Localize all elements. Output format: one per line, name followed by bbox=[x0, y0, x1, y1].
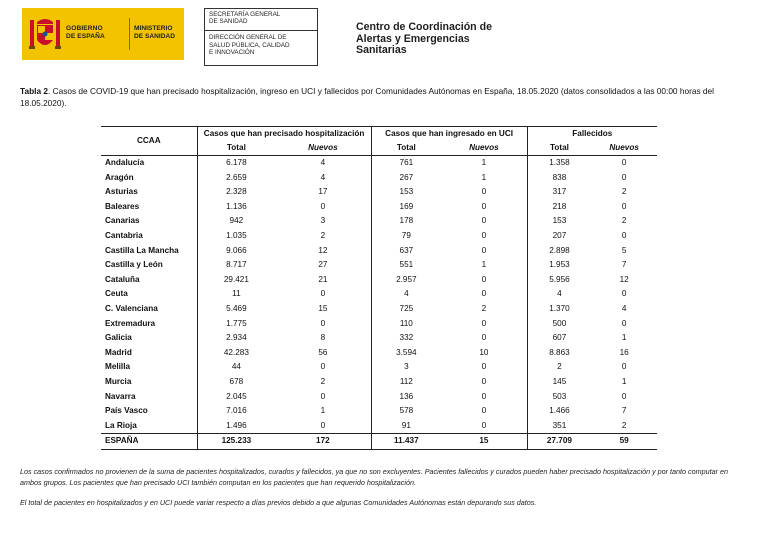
cell-ccaa: Melilla bbox=[105, 362, 131, 372]
cell-fall-new: 0 bbox=[621, 391, 627, 401]
cell-ccaa: Madrid bbox=[105, 347, 132, 357]
gobierno-text bbox=[66, 25, 105, 41]
cell-hosp-new: 3 bbox=[320, 216, 326, 226]
cell-hosp-new: 0 bbox=[320, 362, 326, 372]
cell-hosp-new: 56 bbox=[318, 347, 328, 357]
cell-hosp-new: 0 bbox=[320, 391, 326, 401]
cell-uci-new: 0 bbox=[481, 420, 487, 430]
cell-uci-total: 267 bbox=[371, 171, 441, 186]
uci-new-header: Nuevos bbox=[441, 141, 527, 156]
cell-uci-new: 2 bbox=[481, 303, 487, 313]
cell-uci-total: 578 bbox=[371, 404, 441, 419]
ministerio-text bbox=[134, 25, 175, 41]
cell-hosp-total: 1.496 bbox=[197, 419, 275, 434]
cell-fall-new: 4 bbox=[621, 303, 627, 313]
cell-hosp-total: 44 bbox=[197, 360, 275, 375]
cell-hosp-total: 8.717 bbox=[197, 258, 275, 273]
table-row bbox=[101, 244, 657, 259]
cell-fall-total: 145 bbox=[527, 375, 591, 390]
footnote-1: Los casos confirmados no provienen de la suma de pacientes hospitalizados, curados y fallecidos, ya que no son excluyentes. Pacientes fallecidos y curados pueden haber precisado hospitalización y por tanto computar en ambos grupos. Los pacientes que han precisado UCI también computan en los pacientes que han requerido hospitalización. bbox=[20, 467, 728, 487]
sec-top-line-1: SECRETARÍA GENERAL bbox=[209, 11, 281, 18]
cell-fall-new: 0 bbox=[621, 158, 627, 167]
cell-uci-new: 0 bbox=[481, 406, 487, 416]
table-row bbox=[101, 258, 657, 273]
cell-uci-total: 3 bbox=[371, 360, 441, 375]
cell-hosp-new: 2 bbox=[320, 376, 326, 386]
gobierno-logo bbox=[22, 8, 184, 60]
cell-fall-new: 0 bbox=[621, 172, 627, 182]
cell-uci-total: 112 bbox=[371, 375, 441, 390]
cell-fall-total: 317 bbox=[527, 185, 591, 200]
covid-table-wrapper bbox=[101, 126, 657, 450]
secretaria-divider bbox=[205, 30, 317, 31]
cell-uci-total: 3.594 bbox=[371, 346, 441, 361]
cell-uci-new: 10 bbox=[479, 347, 489, 357]
direccion-label bbox=[209, 34, 315, 57]
cell-ccaa: Castilla La Mancha bbox=[105, 245, 179, 255]
table-row bbox=[101, 360, 657, 375]
cell-ccaa: Murcia bbox=[105, 376, 132, 386]
coat-of-arms-icon bbox=[28, 14, 62, 54]
cell-fall-new: 0 bbox=[621, 318, 627, 328]
cell-fall-new: 2 bbox=[621, 420, 627, 430]
cell-hosp-new: 27 bbox=[318, 260, 328, 270]
cell-fall-total: 2 bbox=[527, 360, 591, 375]
cell-uci-new: 1 bbox=[481, 158, 487, 167]
table-row bbox=[101, 419, 657, 434]
cell-hosp-new: 2 bbox=[320, 230, 326, 240]
caption-label: Tabla 2 bbox=[20, 86, 48, 96]
cell-fall-new: 2 bbox=[621, 216, 627, 226]
table-row bbox=[101, 229, 657, 244]
cell-fall-new: 0 bbox=[621, 201, 627, 211]
cell-hosp-new: 0 bbox=[320, 201, 326, 211]
cell-ccaa: Cataluña bbox=[105, 274, 140, 284]
cell-fall-total: 838 bbox=[527, 171, 591, 186]
cell-hosp-new: 21 bbox=[318, 274, 328, 284]
cell-uci-total: 725 bbox=[371, 302, 441, 317]
table-caption bbox=[20, 85, 750, 109]
table-row bbox=[101, 390, 657, 405]
table-row bbox=[101, 346, 657, 361]
cell-hosp-total: 1.775 bbox=[197, 317, 275, 332]
table-row bbox=[101, 200, 657, 215]
cell-ccaa: Castilla y León bbox=[105, 260, 163, 270]
table-header-row-1 bbox=[101, 127, 657, 142]
cell-fall-new: 0 bbox=[621, 289, 627, 299]
cell-fall-total: 218 bbox=[527, 200, 591, 215]
cell-hosp-total: 678 bbox=[197, 375, 275, 390]
cell-uci-new: 15 bbox=[441, 434, 527, 450]
cell-uci-new: 1 bbox=[481, 260, 487, 270]
cell-hosp-total: 2.045 bbox=[197, 390, 275, 405]
secretaria-box bbox=[204, 8, 318, 66]
cell-ccaa: Extremadura bbox=[105, 318, 156, 328]
cell-hosp-total: 5.469 bbox=[197, 302, 275, 317]
table-row bbox=[101, 287, 657, 302]
ccaa-header: CCAA bbox=[101, 127, 197, 156]
table-row bbox=[101, 156, 657, 171]
cell-ccaa: Ceuta bbox=[105, 289, 128, 299]
ccaes-line-2: Alertas y Emergencias bbox=[356, 32, 470, 45]
footnotes bbox=[20, 466, 750, 517]
cell-fall-total: 2.898 bbox=[527, 244, 591, 259]
cell-hosp-total: 9.066 bbox=[197, 244, 275, 259]
gov-line-2: DE ESPAÑA bbox=[66, 33, 105, 40]
ccaes-line-1: Centro de Coordinación de bbox=[356, 21, 492, 33]
page-header bbox=[0, 0, 764, 78]
ccaes-title bbox=[356, 22, 492, 57]
sec-top-line-2: DE SANIDAD bbox=[209, 18, 248, 26]
cell-uci-total: 110 bbox=[371, 317, 441, 332]
cell-ccaa: Baleares bbox=[105, 201, 140, 211]
cell-hosp-total: 2.328 bbox=[197, 185, 275, 200]
cell-ccaa: Aragón bbox=[105, 172, 134, 182]
cell-uci-new: 1 bbox=[481, 172, 487, 182]
cell-ccaa: La Rioja bbox=[105, 420, 137, 430]
cell-fall-total: 503 bbox=[527, 390, 591, 405]
cell-uci-total: 11.437 bbox=[371, 434, 441, 450]
cell-fall-new: 12 bbox=[619, 274, 629, 284]
cell-uci-total: 153 bbox=[371, 185, 441, 200]
cell-hosp-total: 11 bbox=[197, 287, 275, 302]
cell-hosp-total: 42.283 bbox=[197, 346, 275, 361]
cell-fall-new: 2 bbox=[621, 187, 627, 197]
cell-uci-new: 0 bbox=[481, 230, 487, 240]
cell-hosp-total: 7.016 bbox=[197, 404, 275, 419]
cell-fall-total: 1.953 bbox=[527, 258, 591, 273]
cell-hosp-new: 4 bbox=[320, 172, 326, 182]
cell-hosp-new: 8 bbox=[320, 333, 326, 343]
uci-total-header: Total bbox=[371, 141, 441, 156]
cell-uci-total: 637 bbox=[371, 244, 441, 259]
cell-uci-total: 136 bbox=[371, 390, 441, 405]
group-hosp-header: Casos que han precisado hospitalización bbox=[197, 127, 371, 142]
table-row bbox=[101, 214, 657, 229]
cell-ccaa: C. Valenciana bbox=[105, 303, 158, 313]
cell-uci-total: 4 bbox=[371, 287, 441, 302]
group-uci-header: Casos que han ingresado en UCI bbox=[371, 127, 527, 142]
cell-hosp-total: 2.934 bbox=[197, 331, 275, 346]
fall-new-header: Nuevos bbox=[591, 141, 657, 156]
table-row bbox=[101, 375, 657, 390]
sec-bot-line-3: E INNOVACIÓN bbox=[209, 49, 255, 57]
cell-fall-total: 500 bbox=[527, 317, 591, 332]
cell-fall-new: 7 bbox=[621, 260, 627, 270]
cell-uci-new: 0 bbox=[481, 201, 487, 211]
cell-fall-new: 7 bbox=[621, 406, 627, 416]
sec-bot-line-2: SALUD PÚBLICA, CALIDAD bbox=[209, 41, 290, 49]
table-row bbox=[101, 185, 657, 200]
cell-uci-new: 0 bbox=[481, 333, 487, 343]
cell-ccaa: Navarra bbox=[105, 391, 136, 401]
cell-fall-total: 5.956 bbox=[527, 273, 591, 288]
cell-hosp-total: 6.178 bbox=[197, 156, 275, 171]
cell-uci-new: 0 bbox=[481, 289, 487, 299]
cell-hosp-total: 1.136 bbox=[197, 200, 275, 215]
cell-hosp-total: 29.421 bbox=[197, 273, 275, 288]
cell-fall-new: 59 bbox=[591, 434, 657, 450]
hosp-new-header: Nuevos bbox=[275, 141, 371, 156]
cell-uci-new: 0 bbox=[481, 318, 487, 328]
cell-fall-new: 0 bbox=[621, 362, 627, 372]
cell-uci-total: 169 bbox=[371, 200, 441, 215]
cell-ccaa: Asturias bbox=[105, 187, 138, 197]
cell-uci-new: 0 bbox=[481, 187, 487, 197]
cell-hosp-new: 0 bbox=[320, 420, 326, 430]
fall-total-header: Total bbox=[527, 141, 591, 156]
cell-uci-new: 0 bbox=[481, 362, 487, 372]
cell-fall-new: 16 bbox=[619, 347, 629, 357]
cell-hosp-new: 4 bbox=[320, 158, 326, 167]
cell-fall-new: 1 bbox=[621, 333, 627, 343]
cell-uci-total: 332 bbox=[371, 331, 441, 346]
table-row bbox=[101, 404, 657, 419]
cell-uci-new: 0 bbox=[481, 376, 487, 386]
cell-fall-total: 27.709 bbox=[527, 434, 591, 450]
cell-fall-new: 1 bbox=[621, 376, 627, 386]
table-body bbox=[101, 156, 657, 434]
cell-uci-total: 79 bbox=[371, 229, 441, 244]
cell-fall-total: 1.466 bbox=[527, 404, 591, 419]
cell-ccaa: Andalucía bbox=[105, 158, 145, 167]
covid-table bbox=[101, 126, 657, 450]
cell-hosp-total: 1.035 bbox=[197, 229, 275, 244]
cell-uci-new: 0 bbox=[481, 245, 487, 255]
sec-bot-line-1: DIRECCIÓN GENERAL DE bbox=[209, 34, 287, 41]
gov-line-1: GOBIERNO bbox=[66, 25, 103, 32]
cell-hosp-new: 12 bbox=[318, 245, 328, 255]
cell-hosp-new: 172 bbox=[275, 434, 371, 450]
cell-uci-total: 551 bbox=[371, 258, 441, 273]
cell-hosp-new: 0 bbox=[320, 318, 326, 328]
cell-hosp-new: 17 bbox=[318, 187, 328, 197]
cell-fall-total: 607 bbox=[527, 331, 591, 346]
cell-hosp-total: 2.659 bbox=[197, 171, 275, 186]
group-fall-header: Fallecidos bbox=[527, 127, 657, 142]
cell-ccaa: ESPAÑA bbox=[101, 434, 197, 450]
cell-ccaa: Canarias bbox=[105, 216, 140, 226]
secretaria-label bbox=[209, 11, 314, 26]
cell-uci-total: 91 bbox=[371, 419, 441, 434]
cell-hosp-total: 125.233 bbox=[197, 434, 275, 450]
cell-fall-total: 1.358 bbox=[527, 156, 591, 171]
cell-uci-total: 2.957 bbox=[371, 273, 441, 288]
table-row bbox=[101, 302, 657, 317]
table-row bbox=[101, 171, 657, 186]
table-row bbox=[101, 331, 657, 346]
cell-hosp-new: 1 bbox=[320, 406, 326, 416]
logo-divider bbox=[129, 18, 130, 50]
cell-uci-total: 761 bbox=[371, 156, 441, 171]
cell-fall-total: 8.863 bbox=[527, 346, 591, 361]
cell-uci-new: 0 bbox=[481, 216, 487, 226]
cell-uci-total: 178 bbox=[371, 214, 441, 229]
cell-ccaa: Cantabria bbox=[105, 230, 143, 240]
table-row bbox=[101, 273, 657, 288]
hosp-total-header: Total bbox=[197, 141, 275, 156]
ccaes-line-3: Sanitarias bbox=[356, 44, 407, 57]
cell-hosp-new: 15 bbox=[318, 303, 328, 313]
cell-hosp-new: 0 bbox=[320, 289, 326, 299]
cell-fall-total: 1.370 bbox=[527, 302, 591, 317]
min-line-2: DE SANIDAD bbox=[134, 33, 176, 40]
footnote-2: El total de pacientes en hospitalizados y en UCI puede variar respecto a días previos debido a que algunas Comunidades Autónomas están depurando sus datos. bbox=[20, 498, 537, 507]
table-row bbox=[101, 317, 657, 332]
cell-fall-total: 351 bbox=[527, 419, 591, 434]
cell-uci-new: 0 bbox=[481, 274, 487, 284]
cell-fall-new: 5 bbox=[621, 245, 627, 255]
total-row bbox=[101, 434, 657, 450]
cell-hosp-total: 942 bbox=[197, 214, 275, 229]
cell-fall-total: 153 bbox=[527, 214, 591, 229]
caption-text: . Casos de COVID-19 que han precisado hospitalización, ingreso en UCI y fallecidos por Comunidades Autónomas en España, 18.05.2020 (datos consolidados a las 00:00 horas del 18.05.2020). bbox=[20, 86, 714, 108]
cell-uci-new: 0 bbox=[481, 391, 487, 401]
min-line-1: MINISTERIO bbox=[134, 25, 173, 32]
cell-fall-total: 4 bbox=[527, 287, 591, 302]
cell-ccaa: País Vasco bbox=[105, 406, 148, 416]
cell-fall-new: 0 bbox=[621, 230, 627, 240]
cell-ccaa: Galicia bbox=[105, 333, 132, 343]
cell-fall-total: 207 bbox=[527, 229, 591, 244]
